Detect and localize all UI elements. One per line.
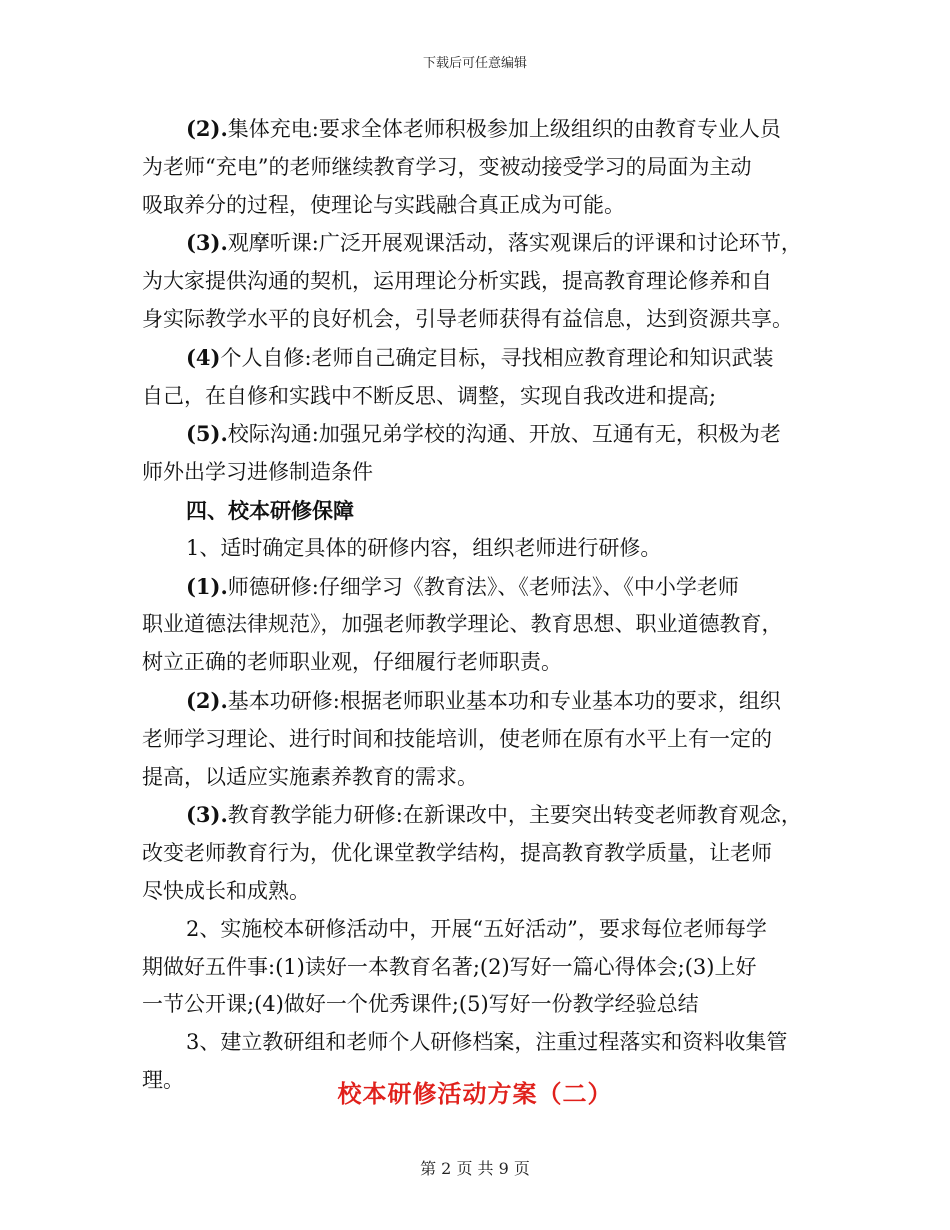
paragraph-line: (5).校际沟通:加强兄弟学校的沟通、开放、互通有无，积极为老	[186, 421, 781, 447]
paragraph-observation	[142, 224, 822, 338]
paragraph-line: 吸取养分的过程，使理论与实践融合真正成为可能。	[142, 192, 625, 217]
item-number: (2).	[186, 116, 228, 141]
paragraph-item-2	[142, 911, 822, 1024]
item-number: (3).	[186, 230, 228, 256]
item-number: (4)	[186, 344, 221, 370]
next-section-title: 校本研修活动方案（二）	[337, 1079, 613, 1108]
paragraph-line: 2、实施校本研修活动中，开展“五好活动”，要求每位老师每学	[186, 916, 767, 941]
paragraph-line: (4)个人自修:老师自己确定目标，寻找相应教育理论和知识武装	[186, 344, 774, 370]
item-number: (3).	[186, 802, 228, 828]
paragraph-line: 老师学习理论、进行时间和技能培训，使老师在原有水平上有一定的	[142, 726, 772, 751]
item-number: (1).	[186, 573, 228, 599]
page-footer: 第 2 页 共 9 页	[420, 1159, 530, 1178]
paragraph-line: 提高，以适应实施素养教育的需求。	[142, 764, 478, 789]
paragraph-collective-charging	[142, 110, 822, 224]
item-number: (2).	[186, 687, 228, 713]
paragraph-line: 1、适时确定具体的研修内容，组织老师进行研修。	[186, 535, 662, 560]
paragraph-line: (3).教育教学能力研修:在新课改中，主要突出转变老师教育观念，	[186, 802, 802, 828]
paragraph-line: 改变老师教育行为，优化课堂教学结构，提高教育教学质量，让老师	[142, 841, 772, 866]
paragraph-ethics	[142, 568, 822, 682]
paragraph-line: (2).集体充电:要求全体老师积极参加上级组织的由教育专业人员	[186, 116, 781, 141]
paragraph-line: 为大家提供沟通的契机，运用理论分析实践，提高教育理论修养和自	[142, 269, 772, 294]
paragraph-line: (1).师德研修:仔细学习《教育法》、《老师法》、《中小学老师	[186, 573, 739, 599]
paragraph-basic-skills	[142, 682, 822, 796]
paragraph-line: 尽快成长和成熟。	[142, 878, 310, 903]
paragraph-inter-school	[142, 415, 822, 492]
paragraph-line: 身实际教学水平的良好机会，引导老师获得有益信息，达到资源共享。	[142, 306, 793, 331]
section-heading: 四、校本研修保障	[186, 497, 354, 523]
paragraph-line: 树立正确的老师职业观，仔细履行老师职责。	[142, 650, 562, 675]
paragraph-line: 职业道德法律规范》，加强老师教学理论、教育思想、职业道德教育，	[142, 612, 783, 637]
paragraph-line: 师外出学习进修制造条件	[142, 460, 373, 485]
paragraph-self-study	[142, 339, 822, 416]
paragraph-line: 一节公开课;(4)做好一个优秀课件;(5)写好一份教学经验总结	[142, 992, 699, 1017]
paragraph-line: 3、建立教研组和老师个人研修档案，注重过程落实和资料收集管	[186, 1030, 788, 1055]
paragraph-line: 为老师“充电”的老师继续教育学习，变被动接受学习的局面为主动	[142, 154, 752, 179]
paragraph-line: 期做好五件事:(1)读好一本教育名著;(2)写好一篇心得体会;(3)上好	[142, 954, 757, 979]
item-number: (5).	[186, 421, 228, 447]
paragraph-line: (2).基本功研修:根据老师职业基本功和专业基本功的要求，组织	[186, 687, 781, 713]
page-header: 下载后可任意编辑	[422, 56, 527, 71]
paragraph-item-1	[142, 530, 822, 568]
paragraph-line: 理。	[142, 1067, 184, 1092]
paragraph-line: (3).观摩听课:广泛开展观课活动，落实观课后的评课和讨论环节，	[186, 230, 802, 256]
paragraph-line: 自己，在自修和实践中不断反思、调整，实现自我改进和提高;	[142, 383, 717, 408]
document-body	[142, 110, 822, 1100]
paragraph-teaching-ability	[142, 796, 822, 910]
